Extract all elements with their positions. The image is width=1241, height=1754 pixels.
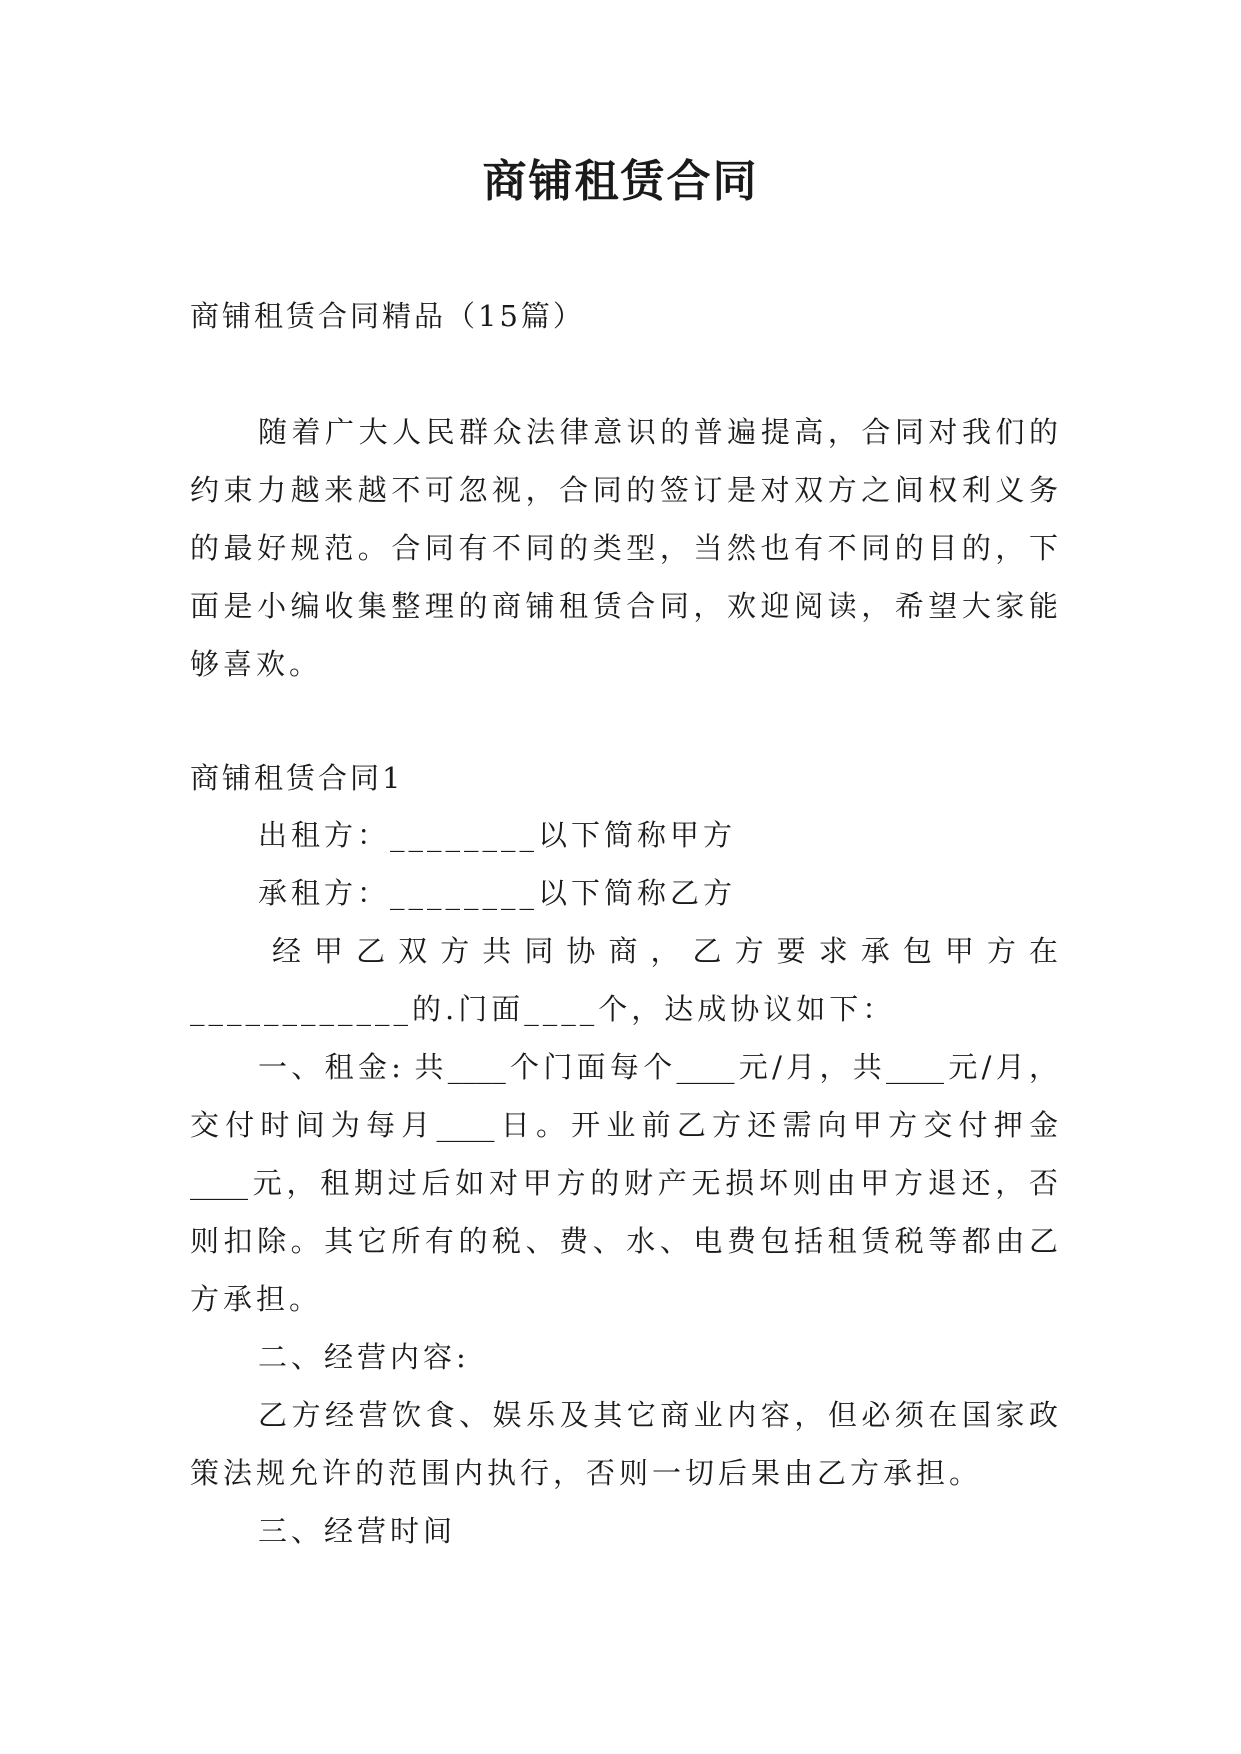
body-line-3: 经甲乙双方共同协商，乙方要求承包甲方在 [272, 934, 1058, 968]
body-line-9: 方承担。 [190, 1282, 323, 1316]
body-line-6: 交付时间为每月____日。开业前乙方还需向甲方交付押金 [190, 1108, 1058, 1142]
document-title: 商铺租赁合同 [482, 156, 759, 207]
document-subtitle: 商铺租赁合同精品（15篇） [190, 299, 585, 333]
intro-line-1: 随着广大人民群众法律意识的普遍提高，合同对我们的 [258, 415, 1058, 449]
intro-line-3: 的最好规范。合同有不同的类型，当然也有不同的目的，下 [190, 531, 1058, 565]
body-line-7: ____元，租期过后如对甲方的财产无损坏则由甲方退还，否 [190, 1166, 1058, 1200]
body-line-8: 则扣除。其它所有的税、费、水、电费包括租赁税等都由乙 [190, 1224, 1058, 1258]
clause-heading-business-content: 二、经营内容: [258, 1340, 470, 1374]
body-line-4: ____________的.门面____个，达成协议如下： [190, 992, 896, 1026]
intro-line-2: 约束力越来越不可忽视，合同的签订是对双方之间权利义务 [190, 473, 1058, 507]
section-heading: 商铺租赁合同1 [190, 761, 404, 795]
body-line-11: 乙方经营饮食、娱乐及其它商业内容，但必须在国家政 [258, 1398, 1058, 1432]
intro-line-5: 够喜欢。 [190, 647, 323, 681]
body-line-lessor: 出租方：________以下简称甲方 [258, 818, 737, 852]
body-line-rent: 一、租金: 共____个门面每个____元/月，共____元/月， [258, 1050, 1058, 1084]
intro-line-4: 面是小编收集整理的商铺租赁合同，欢迎阅读，希望大家能 [190, 589, 1058, 623]
body-line-lessee: 承租方：________以下简称乙方 [258, 876, 737, 910]
body-line-12: 策法规允许的范围内执行，否则一切后果由乙方承担。 [190, 1456, 983, 1490]
clause-heading-business-hours: 三、经营时间 [258, 1514, 457, 1548]
